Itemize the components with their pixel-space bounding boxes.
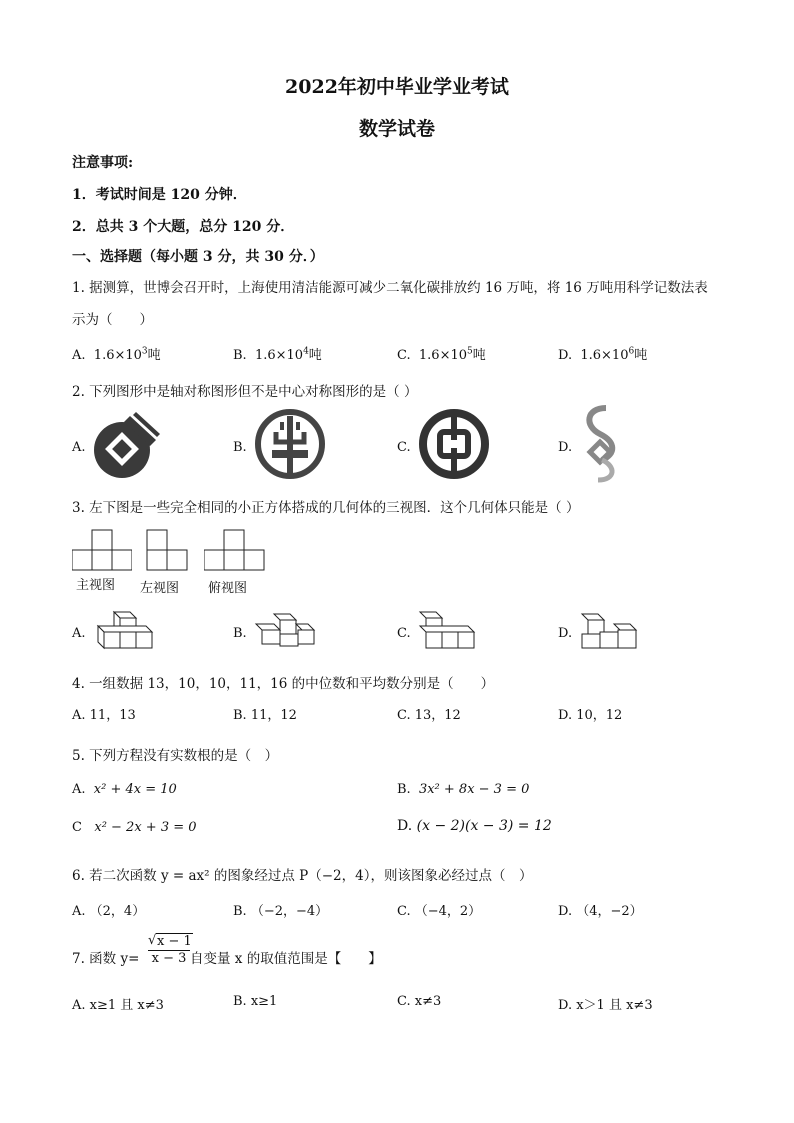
solid-a-figure: [94, 610, 156, 652]
q7-option-d: D. x＞1 且 x≠3: [558, 998, 653, 1013]
q7-fraction: [148, 934, 190, 966]
left-view-figure: [146, 528, 188, 572]
q5-option-a: A. x² + 4x = 10: [72, 782, 177, 797]
q5-option-d: D. (x − 2)(x − 3) = 12: [397, 818, 552, 834]
view-caption: 左视图: [140, 581, 180, 596]
q6-option-d: D. （4，−2）: [558, 904, 643, 919]
q2-label-a: A.: [72, 440, 86, 455]
q3-label-a: A.: [72, 626, 86, 641]
question-3: 3. 左下图是一些完全相同的小正方体搭成的几何体的三视图．这个几何体只能是（ ）: [72, 500, 580, 516]
q3-label-b: B.: [233, 626, 247, 641]
q2-label-c: C.: [397, 440, 411, 455]
q6-option-b: B. （−2，−4）: [233, 904, 329, 919]
q7-option-c: C. x≠3: [397, 994, 442, 1009]
exam-subtitle: 数学试卷: [358, 118, 435, 140]
solid-c-figure: [416, 610, 478, 652]
question-1-line1: 1. 据测算，世博会召开时，上海使用清洁能源可减少二氧化碳排放约 16 万吨，将 16 万吨用科学记数法表: [72, 280, 708, 296]
logo-c-icon: [418, 408, 490, 480]
solid-b-figure: [254, 610, 316, 652]
q1-option-a: A. $1.6\times 10^3$吨: [72, 346, 161, 363]
question-7-suffix: 自变量 x 的取值范围是【 】: [190, 951, 382, 967]
q1-option-b: B. $1.6\times 10^4$吨: [233, 346, 322, 363]
question-1-line2: 示为（ ）: [72, 312, 153, 328]
logo-d-icon: [576, 404, 626, 484]
q7-numerator: x − 1: [157, 934, 192, 949]
top-view-figure: [204, 528, 266, 572]
q5-option-c: C x² − 2x + 3 = 0: [72, 820, 197, 835]
q5-option-b: B. 3x² + 8x − 3 = 0: [397, 782, 530, 797]
q1-option-d: D. $1.6\times 10^6$吨: [558, 346, 648, 363]
q4-option-a: A. 11，13: [72, 708, 136, 723]
question-5: 5. 下列方程没有实数根的是（ ）: [72, 748, 279, 764]
question-2: 2. 下列图形中是轴对称图形但不是中心对称图形的是（ ）: [72, 384, 418, 400]
logo-a-icon: [90, 410, 160, 482]
q3-label-d: D.: [558, 626, 573, 641]
q7-sqrt: [148, 934, 193, 949]
q3-label-c: C.: [397, 626, 411, 641]
question-4: 4. 一组数据 13，10，10，11，16 的中位数和平均数分别是（ ）: [72, 676, 495, 692]
q7-option-b: B. x≥1: [233, 994, 278, 1009]
logo-b-icon: [254, 408, 326, 480]
q4-option-c: C. 13，12: [397, 708, 461, 723]
q2-label-b: B.: [233, 440, 247, 455]
q4-option-d: D. 10，12: [558, 708, 623, 723]
exam-title: 2022年初中毕业学业考试: [285, 76, 509, 98]
question-6: 6. 若二次函数 y = ax² 的图象经过点 P（−2，4），则该图象必经过点（ ）: [72, 868, 533, 884]
q7-denominator: x − 3: [148, 950, 190, 966]
section-heading: 一、选择题（每小题 3 分，共 30 分．）: [72, 249, 324, 265]
note-item: 2．总共 3 个大题，总分 120 分．: [72, 219, 295, 235]
q7-option-a: A. x≥1 且 x≠3: [72, 998, 164, 1013]
front-view-figure: [72, 528, 132, 572]
view-caption: 俯视图: [208, 581, 248, 596]
q2-label-d: D.: [558, 440, 573, 455]
solid-d-figure: [578, 610, 640, 652]
note-item: 1．考试时间是 120 分钟．: [72, 187, 247, 203]
q6-option-c: C. （−4，2）: [397, 904, 482, 919]
question-7-prefix: 7. 函数 y=: [72, 951, 140, 967]
q4-option-b: B. 11，12: [233, 708, 297, 723]
notes-heading: 注意事项:: [72, 155, 134, 171]
q1-option-c: C. $1.6\times 10^5$吨: [397, 346, 486, 363]
view-caption: 主视图: [76, 578, 116, 593]
q6-option-a: A. （2，4）: [72, 904, 146, 919]
sqrt-sign-icon: √: [148, 933, 157, 948]
